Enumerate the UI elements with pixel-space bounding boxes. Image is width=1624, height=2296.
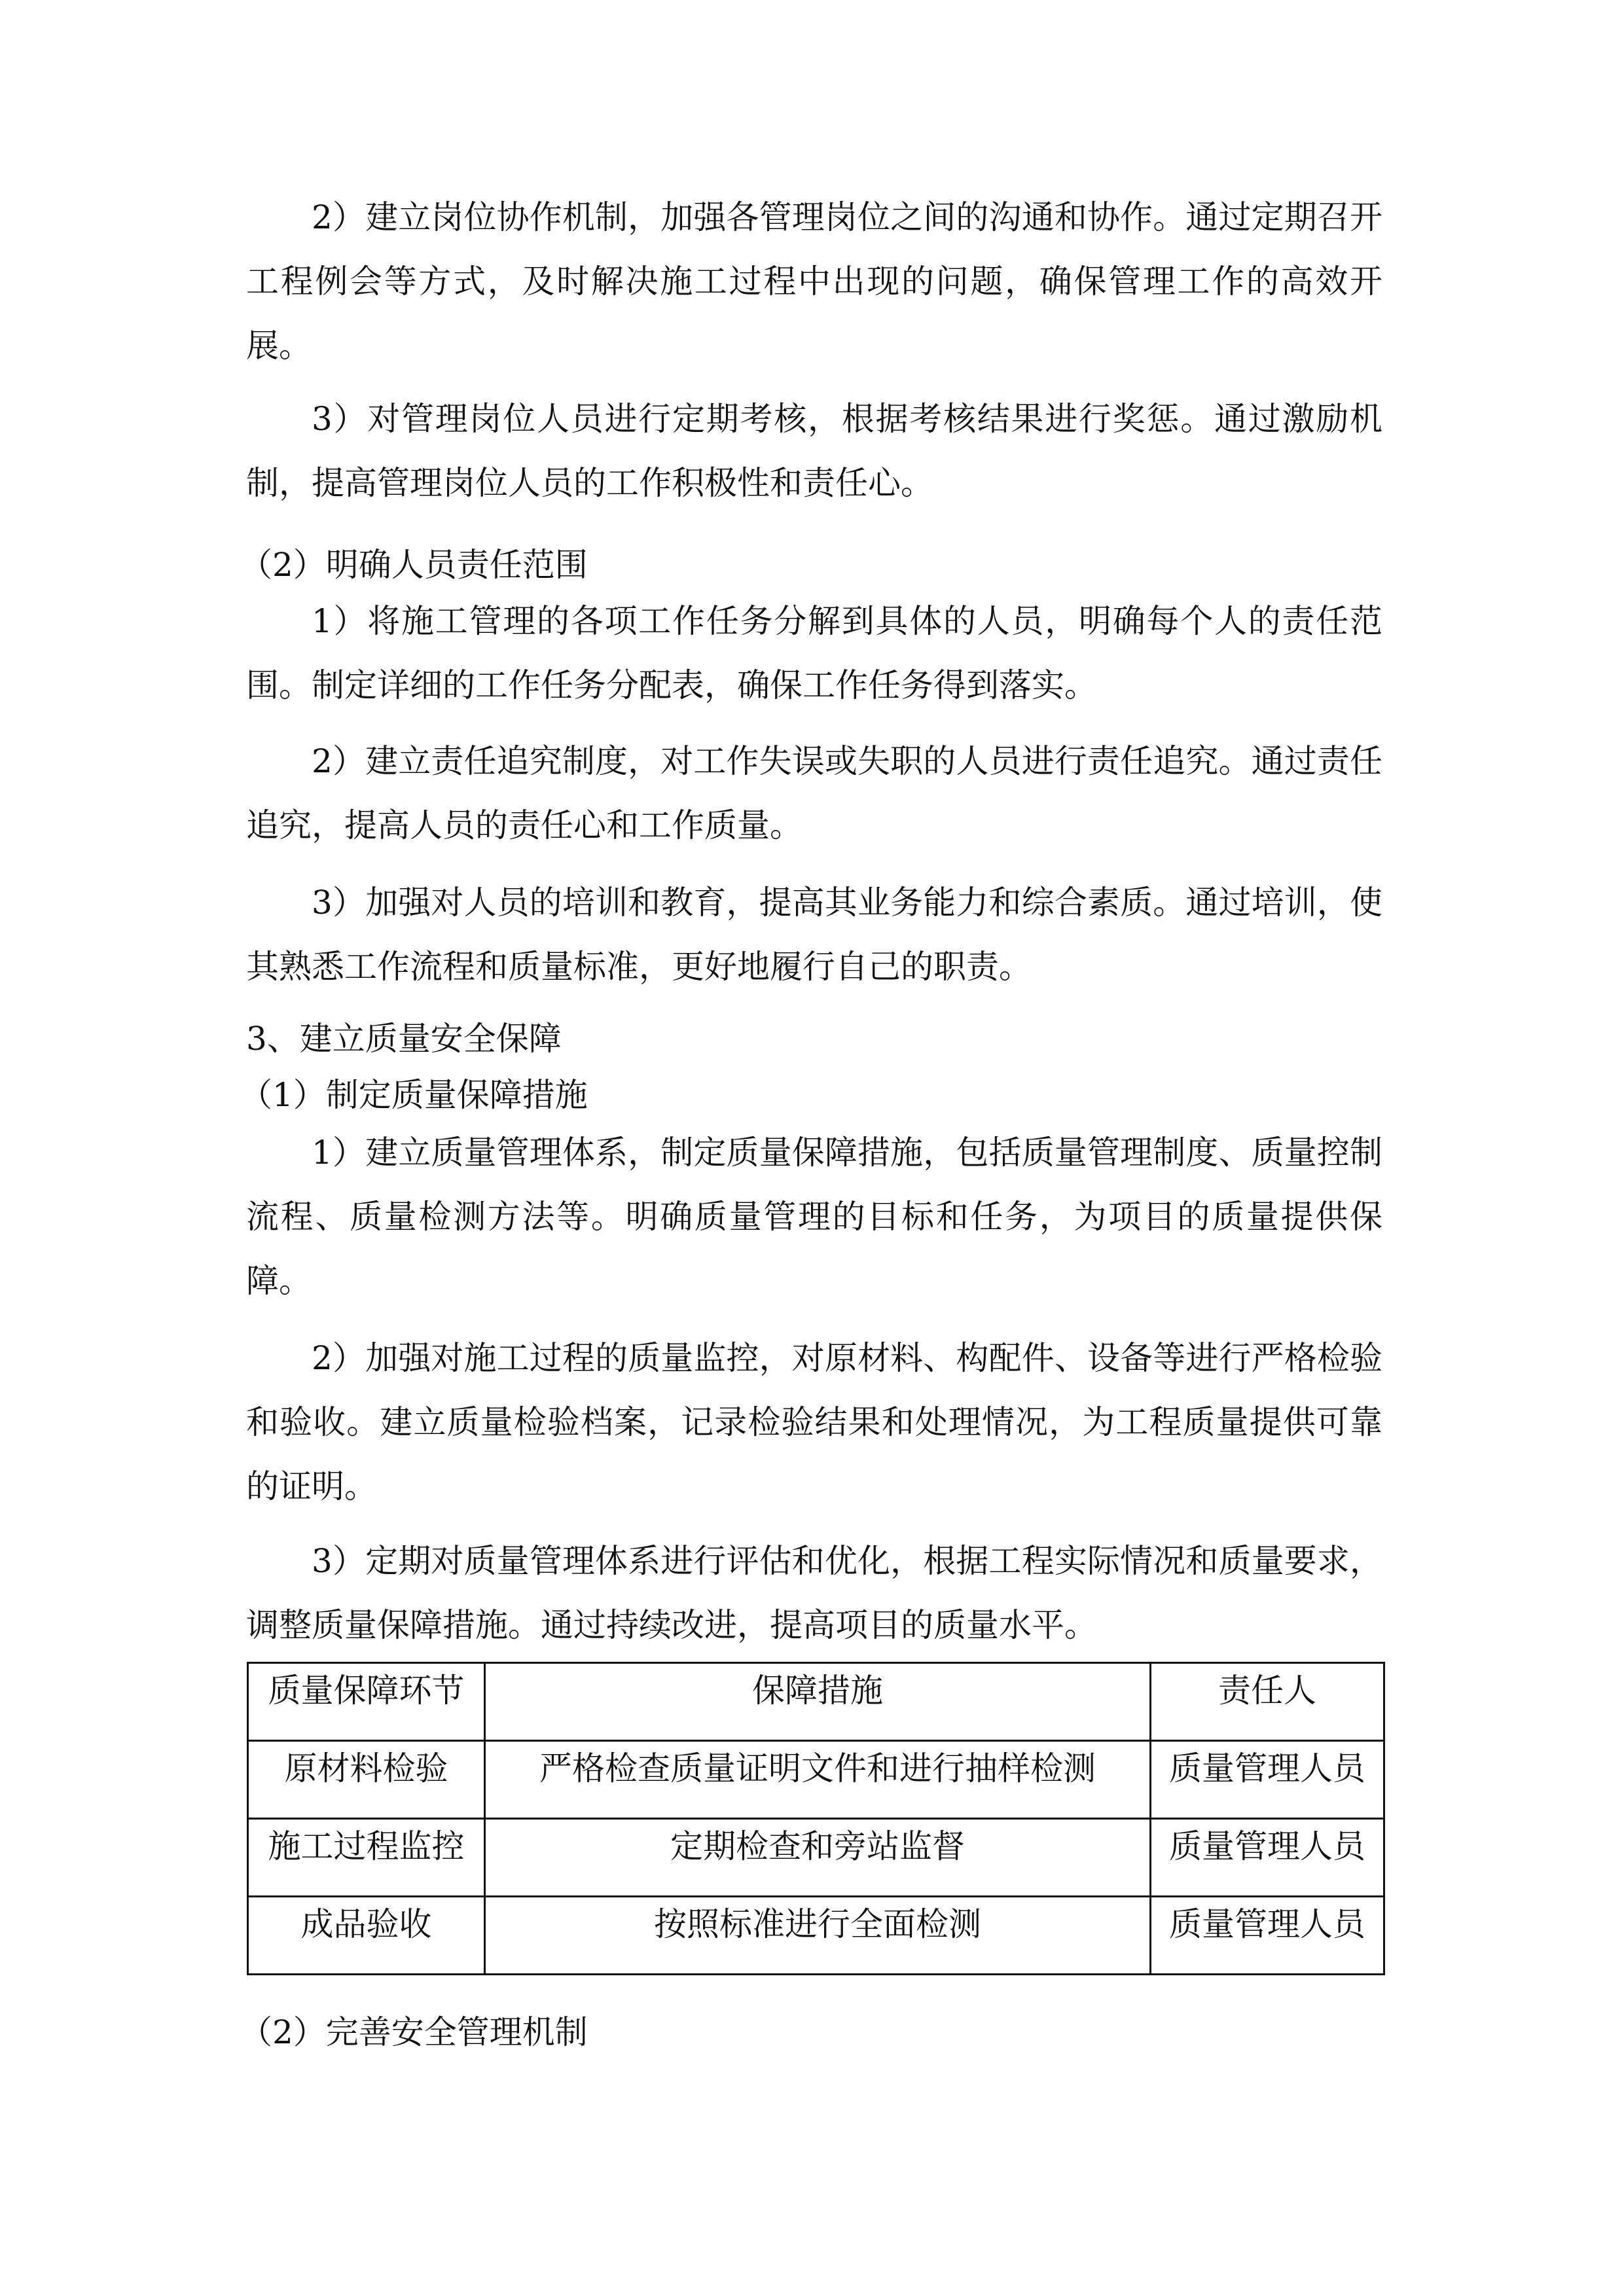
table-cell: 质量管理人员 bbox=[1151, 1819, 1384, 1897]
table-header-cell: 保障措施 bbox=[485, 1663, 1151, 1741]
paragraph-accountability-system: 2）建立责任追究制度，对工作失误或失职的人员进行责任追究。通过责任追究，提高人员的责任心和工作质量。 bbox=[246, 742, 1382, 844]
table-cell: 定期检查和旁站监督 bbox=[485, 1819, 1151, 1897]
paragraph-task-decomposition: 1）将施工管理的各项工作任务分解到具体的人员，明确每个人的责任范围。制定详细的工作任务分配表，确保工作任务得到落实。 bbox=[246, 602, 1382, 704]
table-cell: 成品验收 bbox=[248, 1897, 485, 1975]
paragraph-post-assessment: 3）对管理岗位人员进行定期考核，根据考核结果进行奖惩。通过激励机制，提高管理岗位人员的工作积极性和责任心。 bbox=[246, 400, 1382, 502]
paragraph-quality-system: 1）建立质量管理体系，制定质量保障措施，包括质量管理制度、质量控制流程、质量检测方法等。明确质量管理的目标和任务，为项目的质量提供保障。 bbox=[246, 1134, 1382, 1300]
subheading-safety-mechanism: （2）完善安全管理机制 bbox=[240, 2013, 588, 2051]
paragraph-training-education: 3）加强对人员的培训和教育，提高其业务能力和综合素质。通过培训，使其熟悉工作流程和质量标准，更好地履行自己的职责。 bbox=[246, 884, 1382, 986]
paragraph-quality-optimization: 3）定期对质量管理体系进行评估和优化，根据工程实际情况和质量要求，调整质量保障措施。通过持续改进，提高项目的质量水平。 bbox=[246, 1542, 1382, 1644]
section-heading-quality-safety: 3、建立质量安全保障 bbox=[246, 1020, 562, 1058]
subheading-quality-measures: （1）制定质量保障措施 bbox=[240, 1076, 588, 1114]
table-header-cell: 质量保障环节 bbox=[248, 1663, 485, 1741]
table-header-row bbox=[248, 1663, 1384, 1741]
table-row bbox=[248, 1819, 1384, 1897]
paragraph-quality-monitoring: 2）加强对施工过程的质量监控，对原材料、构配件、设备等进行严格检验和验收。建立质量检验档案，记录检验结果和处理情况，为工程质量提供可靠的证明。 bbox=[246, 1339, 1382, 1505]
table-cell: 施工过程监控 bbox=[248, 1819, 485, 1897]
table-cell: 质量管理人员 bbox=[1151, 1741, 1384, 1819]
table-cell: 严格检查质量证明文件和进行抽样检测 bbox=[485, 1741, 1151, 1819]
table-cell: 按照标准进行全面检测 bbox=[485, 1897, 1151, 1975]
table-header-cell: 责任人 bbox=[1151, 1663, 1384, 1741]
paragraph-post-collaboration: 2）建立岗位协作机制，加强各管理岗位之间的沟通和协作。通过定期召开工程例会等方式，及时解决施工过程中出现的问题，确保管理工作的高效开展。 bbox=[246, 198, 1382, 365]
table-cell: 原材料检验 bbox=[248, 1741, 485, 1819]
quality-assurance-table bbox=[247, 1662, 1385, 1975]
table-row bbox=[248, 1741, 1384, 1819]
table-row bbox=[248, 1897, 1384, 1975]
subheading-responsibility-scope: （2）明确人员责任范围 bbox=[240, 546, 588, 584]
table-cell: 质量管理人员 bbox=[1151, 1897, 1384, 1975]
